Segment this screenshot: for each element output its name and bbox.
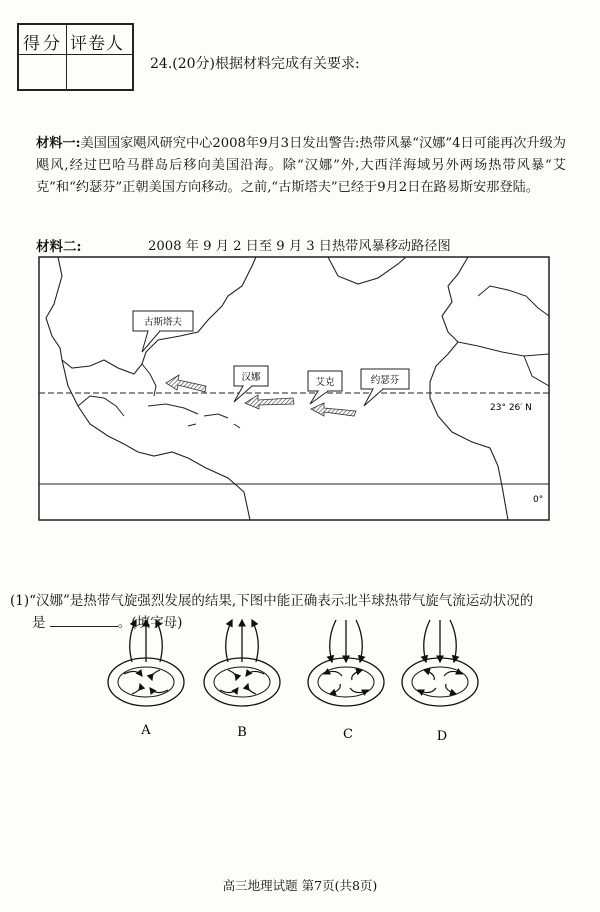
diagram-a-letter: A — [141, 723, 151, 738]
diagram-d-letter: D — [436, 729, 448, 744]
score-header: 得分 — [23, 34, 63, 54]
storm-track-map — [38, 256, 550, 521]
hanna-label: 汉娜 — [241, 372, 261, 383]
diagram-b — [204, 620, 280, 706]
cyclone-diagrams — [90, 612, 490, 747]
map-title: 2008 年 9 月 2 日至 9 月 3 日热带风暴移动路径图 — [148, 239, 451, 254]
question-1-number: (1) — [10, 593, 30, 609]
ike-label: 艾克 — [315, 377, 335, 388]
score-table — [17, 23, 134, 91]
map-frame — [39, 257, 549, 520]
material-1-text: 美国国家飓风研究中心2008年9月3日发出警告:热带风暴“汉娜”4日可能再次升级为飓风,经过巴哈马群岛后移向美国沿海。除“汉娜”外,大西洋海域另外两场热带风暴“艾克”和“约瑟芬”正朝美国方向移动。之前,“古斯塔夫”已经于9月2日在路易斯安那登陆。 — [36, 136, 566, 195]
diagram-b-letter: B — [237, 725, 247, 740]
material-2-label: 材料二: — [36, 239, 82, 255]
question-1-text: “汉娜”是热带气旋强烈发展的结果,下图中能正确表示北半球热带气旋气流运动状况的 — [29, 593, 534, 609]
tropic-label: 23° 26′ N — [490, 403, 532, 413]
josephine-label: 约瑟芬 — [370, 375, 400, 386]
question-title: 24.(20分)根据材料完成有关要求: — [150, 56, 360, 72]
grader-header: 评卷人 — [70, 34, 124, 54]
equator-label: 0° — [533, 495, 544, 505]
material-1-label: 材料一: — [36, 136, 81, 151]
diagram-c-letter: C — [343, 727, 353, 742]
diagram-d — [402, 620, 478, 706]
gustav-label: 古斯塔夫 — [143, 317, 183, 328]
page-footer: 高三地理试题 第7页(共8页) — [222, 878, 378, 893]
diagram-c — [308, 620, 384, 706]
question-1-text-b: 是 — [32, 615, 46, 631]
question-1-text-c: 。(填字母) — [117, 615, 183, 631]
diagram-a — [108, 620, 184, 706]
material-1 — [36, 133, 566, 199]
